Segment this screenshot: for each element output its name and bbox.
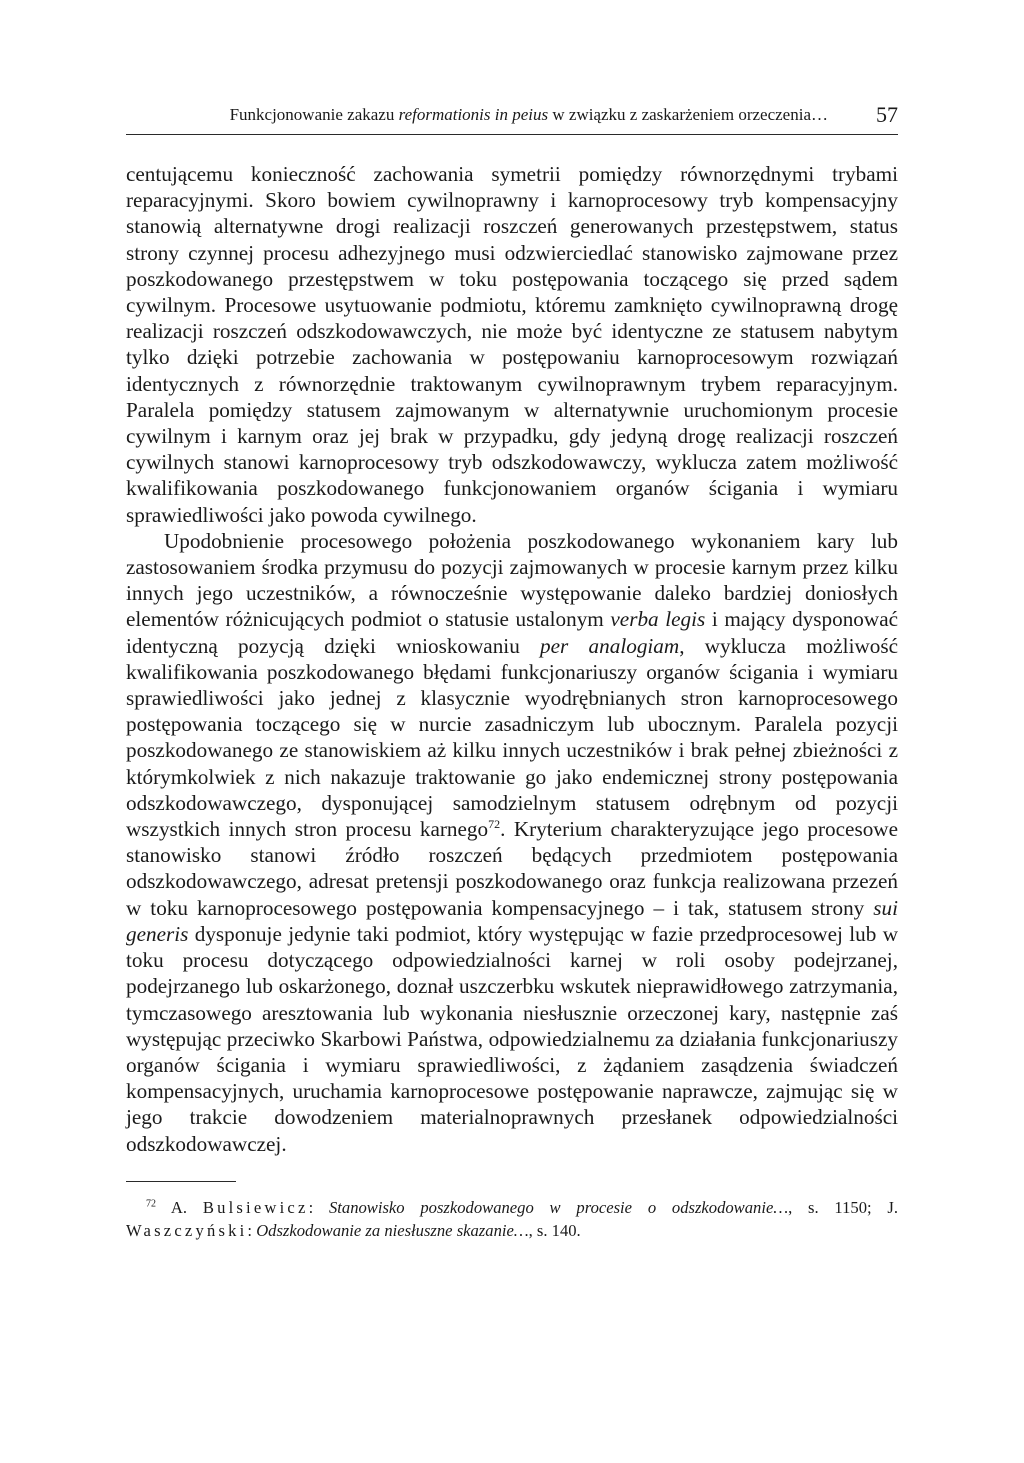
footnote-divider (126, 1181, 236, 1182)
paragraph-1-text: centującemu konieczność zachowania symetrii pomiędzy równorzędnymi trybami reparacyjnymi. Skoro bowiem cywilnoprawny i karnoprocesowy tryb kompensacyjny stanowią alternatywne drogi realizacji roszczeń generowanych przestępstwem, status strony czynnej procesu adhezyjnego musi odzwierciedlać stanowisko zajmowane przez poszkodowanego przestępstwem w toku postępowania toczącego się przed sądem cywilnym. Procesowe usytuowanie podmiotu, któremu zamknięto cywilnoprawną drogę realizacji roszczeń odszkodowawczych, nie może być identyczne ze statusem nabytym tylko dzięki potrzebie zachowania w postępowaniu karnoprocesowym rozwiązań identycznych z równorzędnie traktowanym cywilnoprawnym trybem reparacyjnym. Paralela pomiędzy statusem zajmowanym w alternatywnie uruchomionym procesie cywilnym i karnym oraz jej brak w przypadku, gdy jedyną drogę realizacji roszczeń cywilnych stanowi karnoprocesowy tryb odszkodowawczy, wyklucza zatem możliwość kwalifikowania poszkodowanego funkcjonowaniem organów ścigania i wymiaru sprawiedliwości jako powoda cywilnego. (126, 162, 898, 527)
footnote-pages1: , s. 1150; J. (788, 1197, 899, 1217)
body-text (126, 161, 898, 1157)
paragraph-2-text-3: , wyklucza możliwość kwalifikowania poszkodowanego błędami funkcjonariuszy organów ścigania i wymiaru sprawiedliwości jako jednej z klasycznie wyodrębnianych stron karnoprocesowego postępowania toczącego się w nurcie zasadniczym lub ubocznym. Paralela pozycji poszkodowanego ze stanowiskiem aż kilku innych uczestników i brak pełnej zbieżności z którymkolwiek z nich nakazuje traktowanie go jako endemicznej strony postępowania odszkodowawczego, dysponującej samodzielnym statusem odrębnym od pozycji wszystkich innych stron procesu karnego (126, 633, 898, 842)
paragraph-2-italic-3: sui generis (126, 895, 898, 946)
paragraph-1 (126, 161, 898, 528)
running-head (126, 96, 898, 135)
footnote-sep2: : (247, 1221, 257, 1241)
paragraph-2-text-5: dysponuje jedynie taki podmiot, który występując w fazie przedprocesowej lub w toku procesu dotyczącego odpowiedzialności karnej w roli osoby podejrzanej, podejrzanego lub oskarżonego, doznał uszczerbku wskutek nieprawidłowego zatrzymania, tymczasowego aresztowania lub wykonania niesłusznie orzeczonej kary, następnie zaś występując przeciwko Skarbowi Państwa, odpowiedzialnemu za działania funkcjonariuszy organów ścigania i wymiaru sprawiedliwości, z żądaniem zasądzenia świadczeń kompensacyjnych, uruchamia karnoprocesowe postępowanie naprawcze, zajmując się w jego trakcie dowodzeniem materialnoprawnych przesłanek odpowiedzialności odszkodowawczej. (126, 921, 898, 1156)
footnote-author1-initial: A. (170, 1197, 203, 1217)
running-head-italic: reformationis in peius (398, 105, 549, 124)
footnotes (126, 1196, 898, 1243)
running-head-title (230, 96, 828, 134)
paragraph-2-text-1: Upodobnienie procesowego położenia poszkodowanego wykonaniem kary lub zastosowaniem środka przymusu do pozycji zajmowanych w procesie karnym przez kilku innych jego uczestników, a równocześnie występowanie daleko bardziej doniosłych elementów różnicujących podmiot o statusie ustalonym (126, 528, 898, 632)
footnote-author1-surname: Bulsiewicz (202, 1197, 309, 1217)
paragraph-2-text-2: i mający dysponować identyczną pozycją dzięki wnioskowaniu (126, 607, 899, 658)
footnote-pages2: , s. 140. (528, 1221, 581, 1241)
page (126, 96, 898, 1243)
footnote-number: 72 (146, 1198, 156, 1210)
footnote-title2: Odszkodowanie za niesłuszne skazanie… (256, 1221, 529, 1241)
running-head-prefix: Funkcjonowanie zakazu (229, 105, 399, 124)
footnote-author2-surname: Waszczyński (126, 1221, 248, 1241)
running-head-suffix: w związku z zaskarżeniem orzeczenia… (548, 105, 828, 124)
page-number: 57 (876, 102, 898, 127)
footnote-72 (126, 1196, 898, 1243)
footnote-title1: Stanowisko poszkodowanego w procesie o odszkodowanie… (328, 1197, 789, 1217)
footnote-sep1: : (308, 1197, 329, 1217)
paragraph-2-italic-1: verba legis (610, 607, 706, 632)
footnote-reference[interactable]: 72 (488, 817, 501, 832)
paragraph-2-italic-2: per analogiam (540, 633, 680, 658)
paragraph-2-text-4: . Kryterium charakteryzujące jego procesowe stanowisko stanowi źródło roszczeń będących przedmiotem postępowania odszkodowawczego, adresat pretensji poszkodowanego oraz funkcja realizowana przezeń w toku karnoprocesowego postępowania kompensacyjnego – i tak, statusem strony (126, 817, 899, 920)
paragraph-2 (126, 528, 898, 1157)
